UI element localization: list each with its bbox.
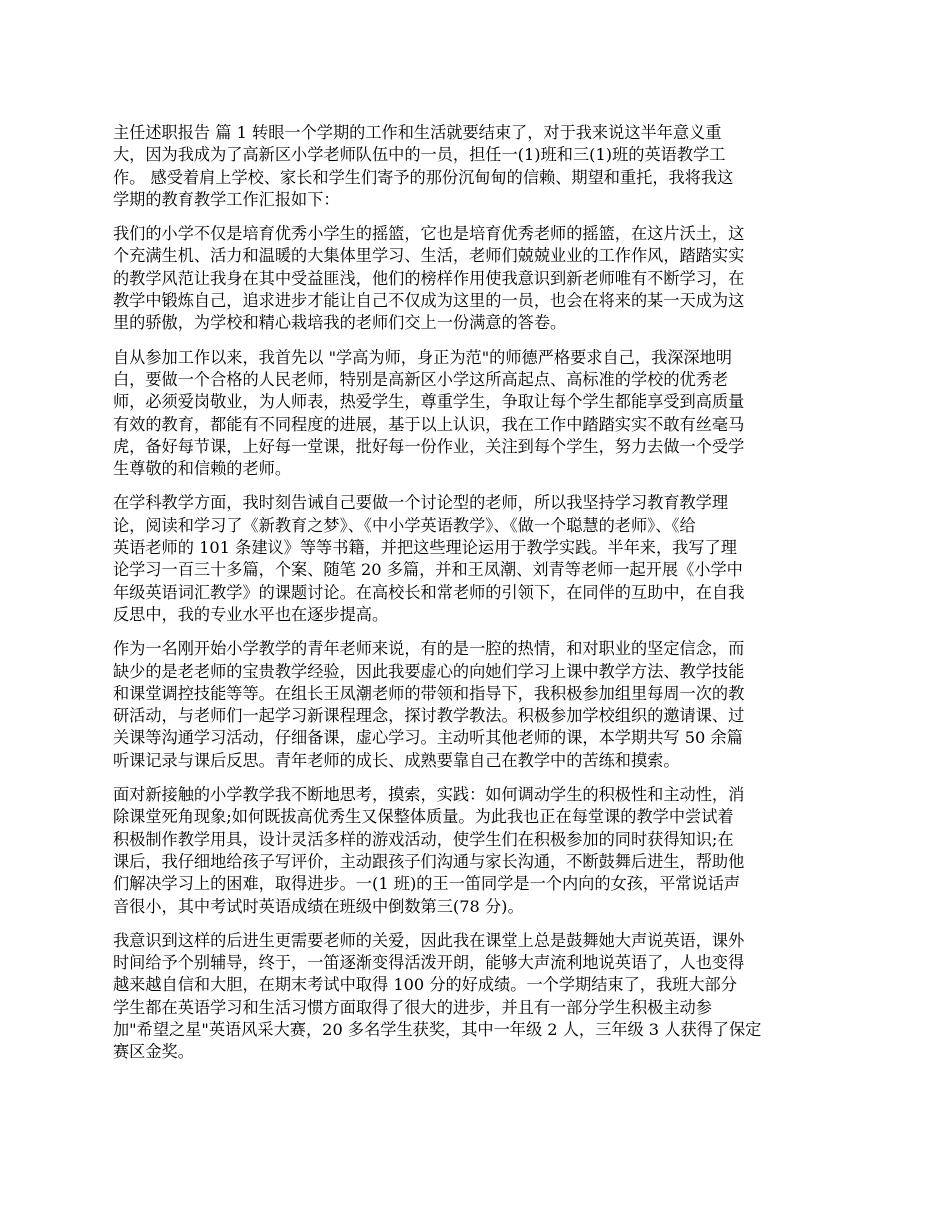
paragraph-2: 我们的小学不仅是培育优秀小学生的摇篮，它也是培育优秀老师的摇篮，在这片沃土，这 个充满生机、活力和温暖的大集体里学习、生活，老师们兢兢业业的工作作风，踏踏实实 的教学风范让我身在其中受益匪浅，他们的榜样作用使我意识到新老师唯有不断学习，在 教学中锻炼自己，追求进步才能让自己不仅成为这里的一员，也会在将来的某一天成为这 里的骄傲，为学校和精心栽培我的老师们交上一份满意的答卷。 — [113, 224, 745, 333]
paragraph-5: 作为一名刚开始小学教学的青年老师来说，有的是一腔的热情，和对职业的坚定信念，而 缺少的是老老师的宝贵教学经验，因此我要虚心的向她们学习上课中教学方法、教学技能 和课堂调控技能等等。在组长王凤潮老师的带领和指导下，我积极参加组里每周一次的教 研活动，与老师们一起学习新课程理念，探讨教学教法。积极参加学校组织的邀请课、过 关课等沟通学习活动，仔细备课，虚心学习。主动听其他老师的课，本学期共写 50 余篇 听课记录与课后反思。青年老师的成长、成熟要靠自己在教学中的苦练和摸索。 — [113, 639, 745, 770]
paragraph-1: 主任述职报告 篇 1 转眼一个学期的工作和生活就要结束了，对于我来说这半年意义重 大，因为我成为了高新区小学老师队伍中的一员，担任一(1)班和三(1)班的英语教学工 作。 感受着肩上学校、家长和学生们寄予的那份沉甸甸的信赖、期望和重托，我将我这 学期的教育教学工作汇报如下： — [113, 123, 734, 209]
document-body — [113, 122, 840, 1076]
paragraph-7: 我意识到这样的后进生更需要老师的关爱，因此我在课堂上总是鼓舞她大声说英语，课外 时间给予个别辅导，终于，一笛逐渐变得活泼开朗，能够大声流利地说英语了，人也变得 越来越自信和大胆，在期末考试中取得 100 分的好成绩。一个学期结束了，我班大部分 学生都在英语学习和生活习惯方面取得了很大的进步，并且有一部分学生积极主动参 加"希望之星"英语风采大赛，20 多名学生获奖，其中一年级 2 人，三年级 3 人获得了保定 赛区金奖。 — [113, 930, 762, 1062]
paragraph-4: 在学科教学方面，我时刻告诫自己要做一个讨论型的老师，所以我坚持学习教育教学理 论，阅读和学习了《新教育之梦》、《中小学英语教学》、《做一个聪慧的老师》、《给 英语老师的 101 条建议》等等书籍，并把这些理论运用于教学实践。半年来，我写了理 论学习一百三十多篇，个案、随笔 20 多篇，并和王凤潮、刘青等老师一起开展《小学中 年级英语词汇教学》的课题讨论。在高校长和常老师的引领下，在同伴的互助中，在自我 反思中，我的专业水平也在逐步提高。 — [113, 493, 745, 624]
paragraph-6: 面对新接触的小学教学我不断地思考，摸索，实践：如何调动学生的积极性和主动性，消 除课堂死角现象;如何既拔高优秀生又保整体质量。为此我也正在每堂课的教学中尝试着 积极制作教学用具，设计灵活多样的游戏活动，使学生们在积极参加的同时获得知识;在 课后，我仔细地给孩子写评价，主动跟孩子们沟通与家长沟通，不断鼓舞后进生，帮助他 们解决学习上的困难，取得进步。一(1 班)的王一笛同学是一个内向的女孩，平常说话声 音很小，其中考试时英语成绩在班级中倒数第三(78 分)。 — [113, 785, 745, 916]
paragraph-3: 自从参加工作以来，我首先以 "学高为师，身正为范"的师德严格要求自己，我深深地明 白，要做一个合格的人民老师，特别是高新区小学这所高起点、高标准的学校的优秀老 师，必须爱岗敬业，为人师表，热爱学生，尊重学生，争取让每个学生都能享受到高质量 有效的教育，都能有不同程度的进展，基于以上认识，我在工作中踏踏实实不敢有丝毫马 虎，备好每节课，上好每一堂课，批好每一份作业，关注到每个学生，努力去做一个受学 生尊敬的和信赖的老师。 — [113, 347, 745, 479]
